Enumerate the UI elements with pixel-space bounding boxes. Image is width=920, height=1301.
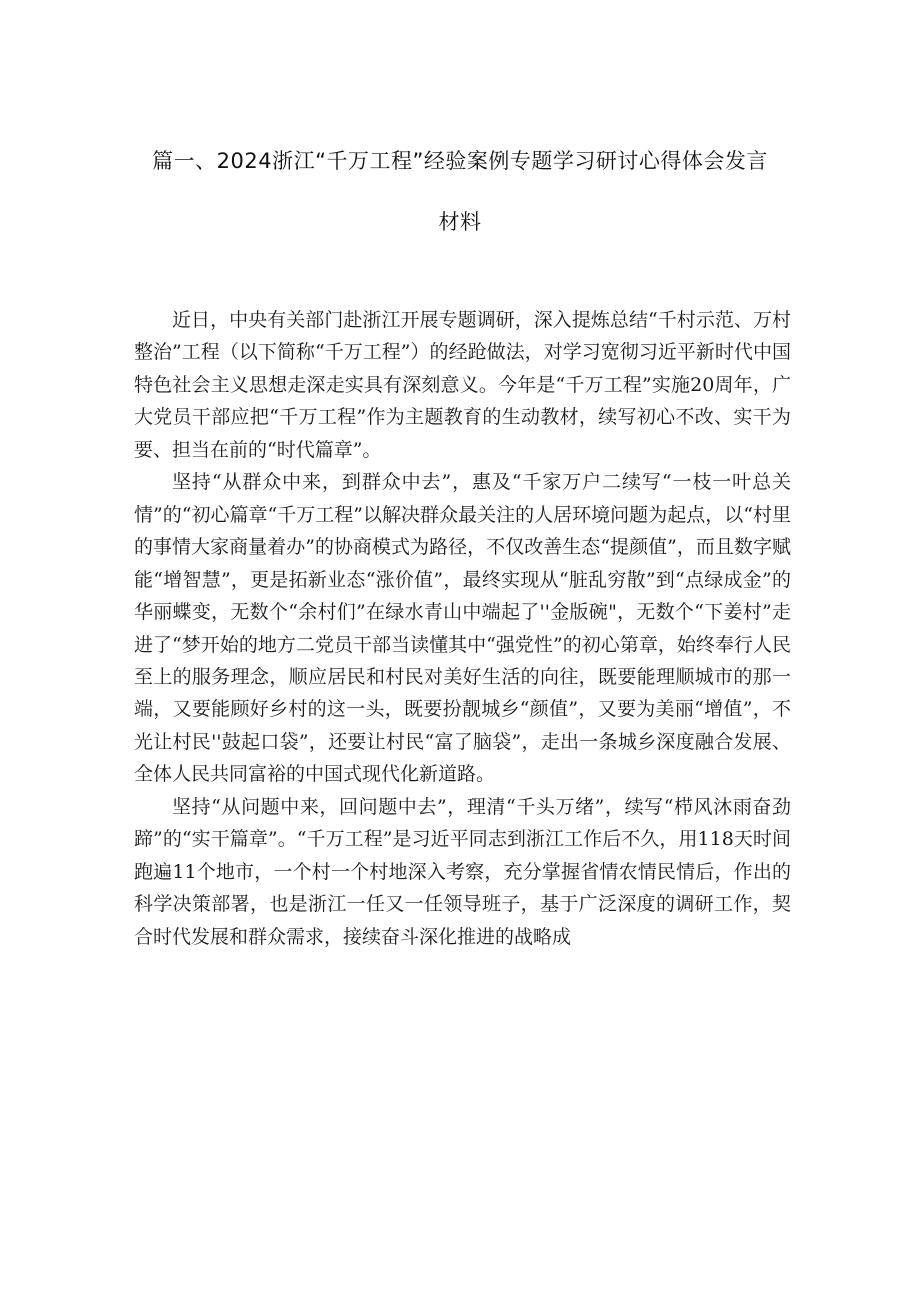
paragraph-2: 坚持“从群众中来，到群众中去”，惠及“千家万户二续写“一枝一叶总关情”的“初心篇章“千万工程”以解决群众最关注的人居环境问题为起点，以“村里的事情大家商量着办”的协商模式为路径，不仅改善生态“提颜值”，而且数字赋能“增智慧”，更是拓新业态“涨价值”，最终实现从“脏乱穷散”到“点绿成金”的华丽蝶变，无数个“余村们”在绿水青山中端起了''金版碗"，无数个“下姜村”走进了“梦开始的地方二党员干部当读懂其中“强党性”的初心第章，始终奉行人民至上的服务理念，顺应居民和村民对美好生活的向往，既要能理顺城市的那一端，又要能顾好乡村的这一头，既要扮靓城乡“颜值”，又要为美丽“增值”，不光让村民''鼓起口袋”，还要让村民“富了脑袋”，走出一条城乡深度融合发展、全体人民共同富裕的中国式现代化新道路。 — [134, 471, 791, 786]
paragraph-1: 近日，中央有关部门赴浙江开展专题调研，深入提炼总结“千村示范、万村整治”工程（以下简称“千万工程”）的经跄做法，对学习宽彻习近平新时代中国特色社会主义思想走深走实具有深刻意义。今年是“千万工程”实施20周年，广大党员干部应把“千万工程”作为主题教育的生动教材，续写初心不改、实干为要、担当在前的“时代篇章”。 — [134, 309, 791, 461]
document-title-line-2: 材料 — [438, 210, 482, 234]
document-title-line-1: 篇一、2024浙江“千万工程”经验案例专题学习研讨心得体会发言 — [152, 149, 768, 173]
document-body — [134, 304, 791, 953]
paragraph-3: 坚持“从问题中来，回问题中去”，理清“千头万绪”，续写“栉风沐雨奋劲蹄”的“实干篇章”。“千万工程”是习近平同志到浙江工作后不久，用118天时间跑遍11个地市，一个村一个村地深入考察，充分掌握省情农情民情后，作出的科学决策部署，也是浙江一任又一任领导班子，基于广泛深度的调研工作，契合时代发展和群众需求，接续奋斗深化推进的战略成 — [134, 795, 791, 948]
